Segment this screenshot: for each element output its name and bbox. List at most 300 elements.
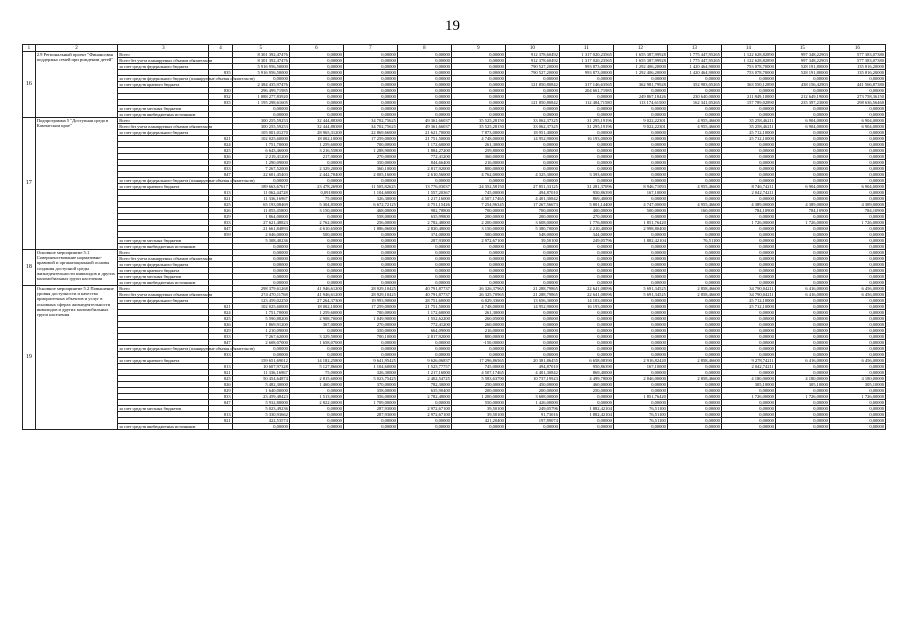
amount-cell: 0,00000	[505, 142, 559, 148]
amount-cell: 4 401,30842	[505, 196, 559, 202]
amount-cell: 0,00000	[505, 346, 559, 352]
amount-cell: 0,00000	[451, 64, 505, 70]
amount-cell: 2 329,20000	[289, 166, 343, 172]
amount-cell: 0,00000	[667, 268, 721, 274]
amount-cell: 0,00000	[613, 316, 667, 322]
amount-cell: 0,00000	[667, 364, 721, 370]
column-header: 3	[118, 45, 209, 52]
amount-cell: 6 904,00000	[829, 184, 885, 190]
amount-cell: 0,00000	[397, 352, 451, 358]
amount-cell: 9 022,22301	[613, 124, 667, 130]
amount-cell: 65 193,08469	[232, 202, 289, 208]
funding-source: за счет средств краевого бюджета	[118, 268, 209, 274]
amount-cell: 0,00000	[775, 370, 829, 376]
amount-cell: 0,00000	[829, 238, 885, 244]
amount-cell: 0,00000	[721, 76, 775, 82]
amount-cell: 298 636,56460	[829, 100, 885, 106]
amount-cell: 2 402,54725	[397, 376, 451, 382]
amount-cell: 4 389,00000	[721, 202, 775, 208]
amount-cell: 0,00000	[613, 244, 667, 250]
amount-cell: 0,00000	[559, 328, 613, 334]
amount-cell: 0,00000	[505, 160, 559, 166]
funding-source: за счет средств федерального бюджета	[118, 298, 209, 304]
amount-cell: 0,00000	[775, 298, 829, 304]
amount-cell: 0,00000	[451, 274, 505, 280]
amount-cell: 0,00000	[667, 160, 721, 166]
amount-cell: 112 484,71580	[559, 100, 613, 106]
amount-cell: 11 505,82625	[343, 184, 397, 190]
amount-cell: 0,00000	[721, 160, 775, 166]
amount-cell: 0,00000	[667, 250, 721, 256]
budget-code: 833	[209, 166, 232, 172]
amount-cell: 1 882,42104	[559, 406, 613, 412]
amount-cell: 0,00000	[775, 346, 829, 352]
amount-cell: 0,00000	[397, 178, 451, 184]
amount-cell: 700,00000	[451, 208, 505, 214]
amount-cell: 13 656,30000	[505, 298, 559, 304]
amount-cell: 4 748,00000	[451, 304, 505, 310]
amount-cell: 0,00000	[232, 262, 289, 268]
amount-cell: 0,00000	[667, 382, 721, 388]
amount-cell: 0,00000	[775, 166, 829, 172]
amount-cell: 0,00000	[232, 178, 289, 184]
amount-cell: 0,00000	[667, 304, 721, 310]
amount-cell: 0,00000	[613, 262, 667, 268]
amount-cell: 305,10000	[721, 382, 775, 388]
amount-cell: 0,00000	[451, 424, 505, 430]
amount-cell: 32 444,88380	[289, 124, 343, 130]
amount-cell: 0,00000	[667, 88, 721, 94]
budget-code: 826	[209, 382, 232, 388]
amount-cell: 4 955,46600	[667, 184, 721, 190]
amount-cell: 438 156,42903	[775, 82, 829, 88]
amount-cell: 0,00000	[775, 268, 829, 274]
budget-code: 833	[209, 352, 232, 358]
amount-cell: 0,00000	[721, 178, 775, 184]
amount-cell: 0,00000	[559, 148, 613, 154]
amount-cell: 8 946,71093	[613, 184, 667, 190]
amount-cell: 0,00000	[721, 232, 775, 238]
amount-cell: 0,00000	[775, 178, 829, 184]
amount-cell: 0,00000	[829, 256, 885, 262]
column-header: 5	[232, 45, 289, 52]
amount-cell: 1 288,90000	[343, 148, 397, 154]
amount-cell: 0,00000	[613, 166, 667, 172]
amount-cell: 0,00000	[721, 310, 775, 316]
amount-cell: 75,00000	[289, 196, 343, 202]
amount-cell: 1 088 277,83920	[232, 94, 289, 100]
amount-cell: 0,00000	[775, 316, 829, 322]
amount-cell: 0,00000	[451, 262, 505, 268]
amount-cell: 0,00000	[721, 112, 775, 118]
amount-cell: 0,00000	[721, 238, 775, 244]
amount-cell: 0,00000	[559, 256, 613, 262]
amount-cell: 2 858,46600	[667, 286, 721, 292]
amount-cell: 0,00000	[721, 256, 775, 262]
amount-cell: 0,00000	[613, 196, 667, 202]
amount-cell: 0,00000	[289, 262, 343, 268]
amount-cell: 350,00000	[343, 160, 397, 166]
funding-source: за счет средств краевого бюджета	[118, 358, 209, 364]
amount-cell: 22 869,66000	[343, 130, 397, 136]
amount-cell: 500,00000	[451, 232, 505, 238]
column-header: 4	[209, 45, 232, 52]
amount-cell: 844,66400	[397, 160, 451, 166]
amount-cell: 1 751,70000	[232, 310, 289, 316]
amount-cell: 1 122 628,82890	[721, 52, 775, 58]
budget-code: 829	[209, 214, 232, 220]
amount-cell: 6 029,33600	[451, 298, 505, 304]
amount-cell: 0,00000	[289, 352, 343, 358]
amount-cell: 1 775 447,95265	[667, 52, 721, 58]
amount-cell: 41 946,61200	[289, 292, 343, 298]
amount-cell: 5 932,80000	[232, 400, 289, 406]
amount-cell: 494,87010	[505, 364, 559, 370]
amount-cell: 1 217,16000	[397, 370, 451, 376]
amount-cell: 0,00000	[559, 244, 613, 250]
amount-cell: 1 886,06000	[343, 226, 397, 232]
amount-cell: 23 478,26900	[289, 184, 343, 190]
amount-cell: 0,00000	[829, 274, 885, 280]
amount-cell: 1 525,77757	[397, 364, 451, 370]
amount-cell: 0,00000	[559, 400, 613, 406]
amount-cell: 0,00000	[232, 76, 289, 82]
amount-cell: 1 751,70000	[232, 142, 289, 148]
amount-cell: 2 998,80400	[613, 226, 667, 232]
amount-cell: 8 746,74211	[721, 184, 775, 190]
amount-cell: 367,00000	[289, 322, 343, 328]
amount-cell: 0,00000	[559, 160, 613, 166]
amount-cell: 0,00000	[721, 412, 775, 418]
amount-cell: 0,00000	[559, 334, 613, 340]
amount-cell: 0,00000	[721, 196, 775, 202]
amount-cell: 5 023,75425	[343, 376, 397, 382]
amount-cell: 0,00000	[829, 250, 885, 256]
amount-cell: 0,00000	[829, 190, 885, 196]
amount-cell: 2 762,00000	[289, 220, 343, 226]
amount-cell: 0,00000	[667, 274, 721, 280]
amount-cell: 0,00000	[505, 178, 559, 184]
amount-cell: 0,00000	[775, 364, 829, 370]
amount-cell: 0,00000	[343, 268, 397, 274]
column-header: 14	[721, 45, 775, 52]
amount-cell: 2 042,74211	[721, 364, 775, 370]
amount-cell: 2 046,00000	[232, 232, 289, 238]
amount-cell: 0,00000	[775, 328, 829, 334]
amount-cell: 0,00000	[505, 166, 559, 172]
amount-cell: 2 858,46600	[667, 358, 721, 364]
amount-cell: 1 122 628,82890	[721, 58, 775, 64]
amount-cell: 35 525,28150	[451, 118, 505, 124]
amount-cell: 0,00000	[613, 424, 667, 430]
amount-cell: 16 193,00000	[559, 136, 613, 142]
amount-cell: 0,00000	[829, 406, 885, 412]
amount-cell: 993 873,00000	[559, 64, 613, 70]
amount-cell: 0,00000	[289, 178, 343, 184]
amount-cell: 6 672,72125	[343, 202, 397, 208]
amount-cell: 912 378,60492	[505, 58, 559, 64]
amount-cell: 0,00000	[451, 70, 505, 76]
amount-cell: 2 916,82420	[613, 358, 667, 364]
amount-cell: 14 182,25800	[289, 358, 343, 364]
amount-cell: 76,51100	[613, 406, 667, 412]
amount-cell: 1 655 387,99928	[613, 58, 667, 64]
amount-cell: 27 621,48823	[232, 220, 289, 226]
amount-cell: 0,00000	[289, 412, 343, 418]
amount-cell: 19 993,90000	[343, 298, 397, 304]
amount-cell: 10 737,19923	[505, 376, 559, 382]
column-header: 11	[559, 45, 613, 52]
amount-cell: 0,00000	[775, 238, 829, 244]
amount-cell: 0,00000	[829, 346, 885, 352]
amount-cell: 1 726,00000	[829, 394, 885, 400]
amount-cell: 0,00000	[343, 112, 397, 118]
amount-cell: 0,00000	[775, 412, 829, 418]
amount-cell: 14 952,90000	[505, 304, 559, 310]
budget-code: 833	[209, 334, 232, 340]
amount-cell: 21 288,79865	[505, 286, 559, 292]
amount-cell: 0,00000	[397, 340, 451, 346]
amount-cell: 1 658,07000	[289, 340, 343, 346]
amount-cell: 1 420 464,90000	[667, 64, 721, 70]
amount-cell: 0,00000	[775, 226, 829, 232]
amount-cell: 2 858,46600	[667, 376, 721, 382]
budget-code: 847	[209, 340, 232, 346]
table-row	[23, 424, 886, 430]
amount-cell: 0,00000	[667, 178, 721, 184]
column-header: 12	[613, 45, 667, 52]
amount-cell: 2 384 435,97476	[232, 82, 289, 88]
amount-cell: 76,51100	[667, 238, 721, 244]
amount-cell: 4 507,17465	[451, 370, 505, 376]
amount-cell: 0,00000	[721, 316, 775, 322]
amount-cell: 9 022,22301	[613, 118, 667, 124]
amount-cell: 270,00000	[343, 322, 397, 328]
amount-cell: 34 702,75625	[343, 124, 397, 130]
amount-cell: 0,00000	[613, 304, 667, 310]
amount-cell: 0,00000	[559, 424, 613, 430]
funding-source: за счет средств краевого бюджета	[118, 82, 209, 88]
amount-cell: 22 601,45403	[232, 172, 289, 178]
amount-cell: 0,00000	[667, 256, 721, 262]
amount-cell: 1 172,60000	[397, 142, 451, 148]
amount-cell: 0,00000	[829, 322, 885, 328]
amount-cell: 2 830,48000	[397, 226, 451, 232]
amount-cell: 0,00000	[289, 256, 343, 262]
amount-cell: 0,00000	[775, 148, 829, 154]
amount-cell: 0,00000	[667, 406, 721, 412]
amount-cell: 0,00000	[775, 256, 829, 262]
amount-cell: 31 295,19196	[559, 118, 613, 124]
amount-cell: 0,00000	[667, 310, 721, 316]
amount-cell: 0,00000	[505, 316, 559, 322]
budget-code: 826	[209, 322, 232, 328]
amount-cell: 1 195 298,61605	[232, 100, 289, 106]
amount-cell: 326,30000	[343, 196, 397, 202]
amount-cell: 358,00000	[343, 388, 397, 394]
column-header: 10	[505, 45, 559, 52]
amount-cell: 0,00000	[721, 262, 775, 268]
amount-cell: 0,00000	[613, 298, 667, 304]
funding-source: Всего	[118, 250, 209, 256]
amount-cell: 0,00000	[343, 70, 397, 76]
amount-cell: 0,00000	[289, 76, 343, 82]
amount-cell: 33 062,37325	[505, 124, 559, 130]
amount-cell: 0,00000	[505, 250, 559, 256]
budget-code: 825	[209, 316, 232, 322]
amount-cell: 1 851,76420	[613, 394, 667, 400]
amount-cell: 1 259,60000	[289, 310, 343, 316]
amount-cell: 0,00000	[667, 322, 721, 328]
budget-code: 824	[209, 310, 232, 316]
amount-cell: 993 873,00000	[559, 70, 613, 76]
amount-cell: 0,00000	[397, 76, 451, 82]
amount-cell: 0,00000	[667, 352, 721, 358]
amount-cell: 16 193,00000	[559, 304, 613, 310]
amount-cell: 0,00000	[289, 418, 343, 424]
amount-cell: 1 292 406,20000	[613, 70, 667, 76]
amount-cell: 0,00000	[829, 142, 885, 148]
amount-cell: 0,00000	[289, 160, 343, 166]
amount-cell: 0,00000	[775, 310, 829, 316]
amount-cell: 0,00000	[721, 166, 775, 172]
amount-cell: 700,10000	[343, 334, 397, 340]
amount-cell: 102 025,60000	[232, 304, 289, 310]
amount-cell: 1 726,00000	[829, 220, 885, 226]
budget-code: 821	[209, 196, 232, 202]
amount-cell: 0,00000	[829, 340, 885, 346]
budget-code: 829	[209, 328, 232, 334]
amount-cell: 0,00000	[343, 262, 397, 268]
amount-cell: 7 267,52000	[232, 166, 289, 172]
amount-cell: 400,00000	[559, 208, 613, 214]
program-name: Основное мероприятие 5.1 Совершенствование нормативно-правовой и организационной основы создания доступной среды жизнедеятельности инвалидов и других маломобильных групп населения	[35, 250, 118, 286]
amount-cell: 0,00000	[829, 232, 885, 238]
amount-cell: 0,00000	[829, 310, 885, 316]
amount-cell: 0,00000	[232, 250, 289, 256]
amount-cell: 1 104,60000	[343, 364, 397, 370]
amount-cell: 4 401,30842	[505, 370, 559, 376]
amount-cell: 273 758,36150	[829, 94, 885, 100]
amount-cell: 0,00000	[343, 352, 397, 358]
amount-cell: 0,00000	[289, 268, 343, 274]
amount-cell: 0,00000	[343, 256, 397, 262]
amount-cell: 0,00000	[829, 178, 885, 184]
amount-cell: 0,00000	[721, 280, 775, 286]
amount-cell: 0,00000	[559, 280, 613, 286]
amount-cell: 9 641,95425	[343, 358, 397, 364]
amount-cell: 300 255,59253	[232, 124, 289, 130]
amount-cell: 0,00000	[721, 106, 775, 112]
amount-cell: 0,00000	[613, 178, 667, 184]
amount-cell: 31 281,37096	[559, 184, 613, 190]
funding-source: за счет средств краевого бюджета	[118, 184, 209, 190]
budget-code: 829	[209, 388, 232, 394]
amount-cell: 4 955,46600	[667, 202, 721, 208]
amount-cell: 0,00000	[232, 106, 289, 112]
amount-cell: 745,00000	[451, 190, 505, 196]
amount-cell: 5 916 956,50000	[232, 64, 289, 70]
amount-cell: 1 640,00000	[232, 388, 289, 394]
amount-cell: 4 748,00000	[451, 136, 505, 142]
amount-cell: 0,00000	[397, 418, 451, 424]
amount-cell: 0,00000	[721, 328, 775, 334]
amount-cell: 0,00000	[559, 112, 613, 118]
amount-cell: 50 454,64874	[232, 376, 289, 382]
amount-cell: 0,00000	[343, 106, 397, 112]
amount-cell: 0,00000	[613, 142, 667, 148]
amount-cell: 790 527,20000	[505, 64, 559, 70]
amount-cell: 4 751,15426	[397, 202, 451, 208]
amount-cell: 261,30000	[451, 310, 505, 316]
amount-cell: 0,00000	[559, 178, 613, 184]
amount-cell: 700,00000	[343, 310, 397, 316]
budget-code: 821	[209, 370, 232, 376]
funding-source: за счет средств федерального бюджета (планируемые объемы обязательств)	[119, 76, 255, 81]
amount-cell: 160,00000	[667, 208, 721, 214]
amount-cell: 2 817,92000	[397, 166, 451, 172]
amount-cell: 17 267,56673	[505, 202, 559, 208]
amount-cell: 0,00000	[289, 238, 343, 244]
amount-cell: 0,00000	[613, 232, 667, 238]
amount-cell: 0,00000	[829, 196, 885, 202]
amount-cell: 260,05000	[451, 316, 505, 322]
amount-cell: 360,00000	[451, 154, 505, 160]
amount-cell: 1 655 387,99928	[613, 52, 667, 58]
amount-cell: 0,00000	[559, 106, 613, 112]
amount-cell: 1 882,42104	[613, 238, 667, 244]
amount-cell: 0,00000	[613, 274, 667, 280]
row-number: 16	[23, 52, 36, 118]
funding-source: за счет средств внебюджетных источников	[118, 112, 209, 118]
amount-cell: 0,00000	[289, 58, 343, 64]
amount-cell: 26 325,70965	[451, 292, 505, 298]
amount-cell: 204 661,71985	[559, 88, 613, 94]
amount-cell: 0,00000	[343, 418, 397, 424]
amount-cell: 0,00000	[613, 268, 667, 274]
amount-cell: 0,00000	[667, 130, 721, 136]
budget-code: 833	[209, 394, 232, 400]
amount-cell: 4 955,46600	[667, 118, 721, 124]
amount-cell: 782,30000	[397, 382, 451, 388]
column-header: 7	[343, 45, 397, 52]
amount-cell: 950,86390	[559, 190, 613, 196]
amount-cell: 5 801,14400	[559, 202, 613, 208]
amount-cell: 0,00000	[397, 424, 451, 430]
amount-cell: 0,00000	[451, 76, 505, 82]
amount-cell: 550,00000	[451, 400, 505, 406]
amount-cell: 784,10900	[721, 208, 775, 214]
amount-cell: 0,00000	[667, 220, 721, 226]
amount-cell: 28 929,10425	[343, 292, 397, 298]
funding-source: за счет средств федерального бюджета	[118, 262, 209, 268]
amount-cell: 4 507,17465	[451, 196, 505, 202]
amount-cell: 0,00000	[721, 226, 775, 232]
amount-cell: 1 292 406,20000	[613, 64, 667, 70]
amount-cell: 0,00000	[613, 310, 667, 316]
amount-cell: 6 416,00000	[775, 286, 829, 292]
page-number: 19	[445, 18, 460, 34]
amount-cell: 0,00000	[667, 370, 721, 376]
amount-cell: 0,00000	[829, 388, 885, 394]
amount-cell: 0,00000	[397, 280, 451, 286]
budget-code: 813	[209, 364, 232, 370]
column-header: 16	[829, 45, 885, 52]
amount-cell: 0,00000	[451, 352, 505, 358]
amount-cell: 0,00000	[505, 328, 559, 334]
amount-cell: 34 790,04211	[721, 286, 775, 292]
amount-cell: 460,00000	[559, 382, 613, 388]
